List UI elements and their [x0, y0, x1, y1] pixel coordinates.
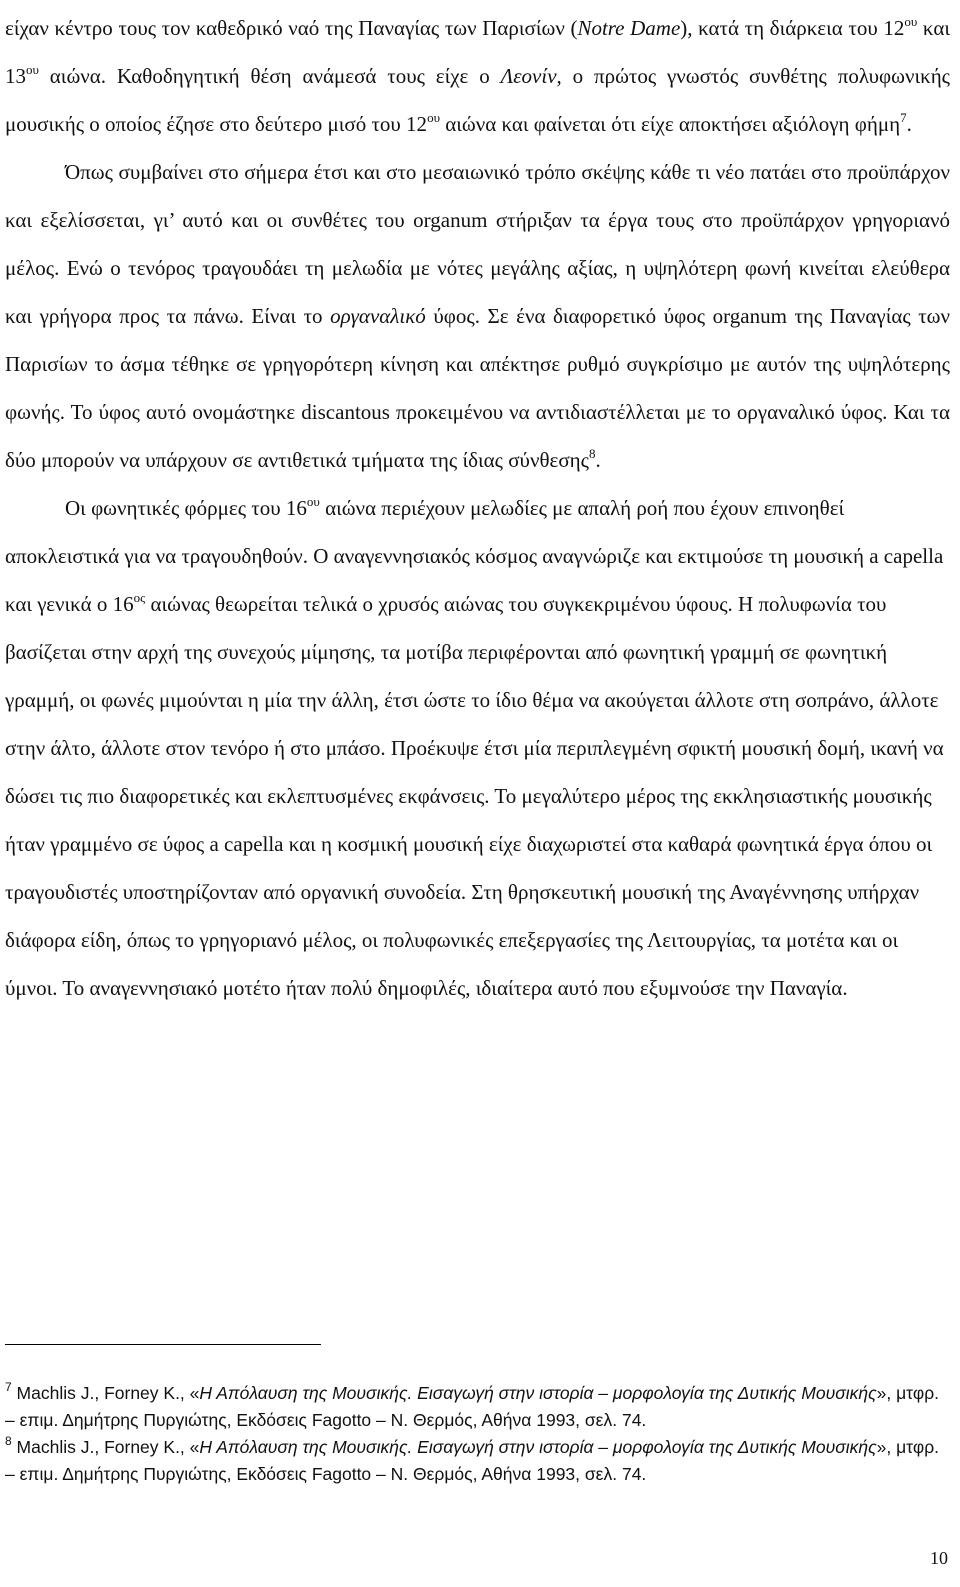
italic-text: Notre Dame: [577, 16, 681, 40]
italic-text: Λεονίν: [500, 64, 557, 88]
italic-text: Η Απόλαυση της Μουσικής. Εισαγωγή στην ιστορία – μορφολογία της Δυτικής Μουσικής: [199, 1437, 877, 1457]
text-run: Όπως συμβαίνει στο σήμερα έτσι και στο μεσαιωνικό τρόπο σκέψης κάθε τι νέο πατάει στο προϋπάρχον και εξελίσσεται, γι’ αυτό και οι συνθέτες του organum στήριξαν τα έργα τους στο προϋπάρχον γρηγοριανό μέλος. Ενώ ο τενόρος τραγουδάει τη μελωδία με νότες μεγάλης αξίας, η υψηλότερη φωνή κινείται ελεύθερα και γρήγορα προς τα πάνω. Είναι το: [5, 160, 950, 328]
footnote-separator: [5, 1344, 321, 1345]
text-run: Machlis J., Forney K., «: [11, 1437, 200, 1457]
italic-text: οργαναλικό: [330, 304, 426, 328]
superscript: 7: [5, 1380, 12, 1394]
text-run: .: [906, 112, 912, 136]
text-run: είχαν κέντρο τους τον καθεδρικό ναό της Παναγίας των Παρισίων (: [5, 16, 578, 40]
text-run: και 13: [5, 16, 950, 88]
text-run: ύφος. Σε ένα διαφορετικό ύφος organum της Παναγίας των Παρισίων το άσμα τέθηκε σε γρηγορότερη κίνηση και απέκτησε ρυθμό συγκρίσιμο με αυτόν της υψηλότερης φωνής. Το ύφος αυτό ονομάστηκε discantous προκειμένου να αντιδιαστέλλεται με το οργαναλικό ύφος. Και τα δύο μπορούν να υπάρχουν σε αντιθετικά τμήματα της ίδιας σύνθεσης: [5, 304, 950, 472]
superscript: 8: [588, 446, 596, 461]
text-run: αιώνα περιέχουν μελωδίες με απαλή ροή που έχουν επινοηθεί αποκλειστικά για να τραγουδηθούν. Ο αναγεννησιακός κόσμος αναγνώριζε και εκτιμούσε τη μουσική a capella και γενικά ο 16: [5, 496, 944, 616]
text-run: ), κατά τη διάρκεια του 12: [680, 16, 905, 40]
footnote: [5, 1380, 950, 1434]
body-text: [5, 4, 950, 1012]
text-run: », μτφρ. – επιμ. Δημήτρης Πυργιώτης, Εκδόσεις Fagotto – Ν. Θερμός, Αθήνα 1993, σελ. 74.: [5, 1383, 940, 1430]
text-run: Οι φωνητικές φόρμες του 16: [65, 496, 307, 520]
text-run: αιώνα. Καθοδηγητική θέση ανάμεσά τους είχε ο: [38, 64, 501, 88]
paragraph: [5, 4, 950, 148]
page-number: 10: [930, 1548, 948, 1568]
superscript: ος: [133, 590, 146, 605]
italic-text: Η Απόλαυση της Μουσικής. Εισαγωγή στην ιστορία – μορφολογία της Δυτικής Μουσικής: [199, 1383, 877, 1403]
text-run: αιώνα και φαίνεται ότι είχε αποκτήσει αξιόλογη φήμη: [440, 112, 901, 136]
superscript: ου: [26, 62, 39, 77]
text-run: , ο πρώτος γνωστός συνθέτης πολυφωνικής μουσικής ο οποίος έζησε στο δεύτερο μισό του 12: [5, 64, 950, 136]
superscript: ου: [904, 14, 918, 29]
superscript: 8: [5, 1434, 12, 1448]
footnotes: [5, 1380, 950, 1488]
footnote: [5, 1434, 950, 1488]
text-run: .: [595, 448, 601, 472]
superscript: 7: [900, 110, 907, 125]
superscript: ου: [306, 494, 320, 509]
text-run: Machlis J., Forney K., «: [11, 1383, 200, 1403]
text-run: αιώνας θεωρείται τελικά ο χρυσός αιώνας του συγκεκριμένου ύφους. Η πολυφωνία του βασίζεται στην αρχή της συνεχούς μίμησης, τα μοτίβα περιφέρονται από φωνητική γραμμή σε φωνητική γραμμή, οι φωνές μιμούνται η μία την άλλη, έτσι ώστε το ίδιο θέμα να ακούγεται άλλοτε στη σοπράνο, άλλοτε στην άλτο, άλλοτε στον τενόρο ή στο μπάσο. Προέκυψε έτσι μία περιπλεγμένη σφικτή μουσική δομή, ικανή να δώσει τις πιο διαφορετικές και εκλεπτυσμένες εκφάνσεις. Το μεγαλύτερο μέρος της εκκλησιαστικής μουσικής ήταν γραμμένο σε ύφος a capella και η κοσμική μουσική είχε διαχωριστεί στα καθαρά φωνητικά έργα όπου οι τραγουδιστές υποστηρίζονταν από οργανική συνοδεία. Στη θρησκευτική μουσική της Αναγέννησης υπήρχαν διάφορα είδη, όπως το γρηγοριανό μέλος, οι πολυφωνικές επεξεργασίες της Λειτουργίας, τα μοτέτα και οι ύμνοι. Το αναγεννησιακό μοτέτο ήταν πολύ δημοφιλές, ιδιαίτερα αυτό που εξυμνούσε την Παναγία.: [5, 592, 944, 1000]
text-run: », μτφρ. – επιμ. Δημήτρης Πυργιώτης, Εκδόσεις Fagotto – Ν. Θερμός, Αθήνα 1993, σελ. 74.: [5, 1437, 940, 1484]
superscript: ου: [427, 110, 440, 125]
paragraph: [5, 484, 950, 1012]
paragraph: [5, 148, 950, 484]
